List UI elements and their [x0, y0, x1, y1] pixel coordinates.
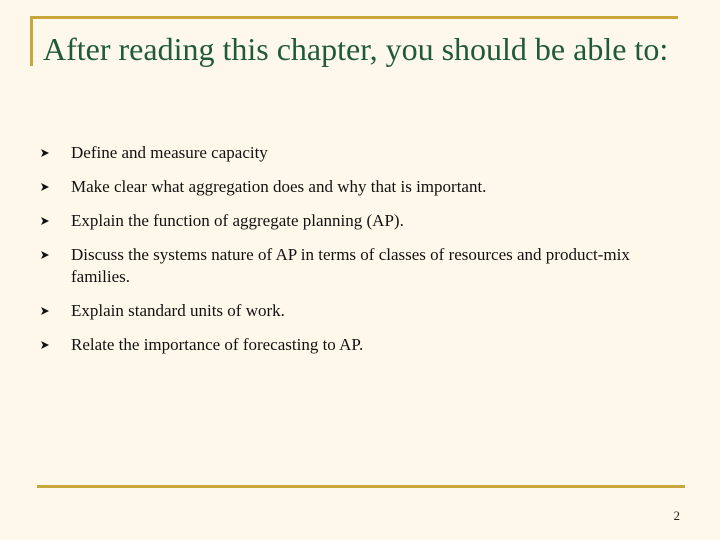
- list-item: [40, 142, 680, 164]
- bottom-rule: [37, 485, 685, 488]
- list-item: [40, 300, 680, 322]
- bullet-text: Explain standard units of work.: [71, 301, 285, 320]
- arrow-bullet-icon: [40, 306, 50, 316]
- arrow-bullet-icon: [40, 148, 50, 158]
- arrow-bullet-icon: [40, 250, 50, 260]
- bullet-text: Discuss the systems nature of AP in terms of classes of resources and product-mix families.: [71, 245, 630, 286]
- left-accent-rule: [30, 16, 33, 66]
- slide-title: After reading this chapter, you should be able to:: [43, 31, 669, 67]
- arrow-bullet-icon: [40, 340, 50, 350]
- objectives-list: [40, 142, 680, 368]
- bullet-text: Make clear what aggregation does and why that is important.: [71, 177, 487, 196]
- bullet-text: Relate the importance of forecasting to AP.: [71, 335, 364, 354]
- top-rule: [30, 16, 678, 19]
- list-item: [40, 334, 680, 356]
- bullet-text: Define and measure capacity: [71, 143, 268, 162]
- list-item: [40, 176, 680, 198]
- arrow-bullet-icon: [40, 216, 50, 226]
- list-item: [40, 210, 680, 232]
- list-item: [40, 244, 680, 288]
- arrow-bullet-icon: [40, 182, 50, 192]
- page-number: 2: [673, 508, 680, 523]
- bullet-text: Explain the function of aggregate planning (AP).: [71, 211, 404, 230]
